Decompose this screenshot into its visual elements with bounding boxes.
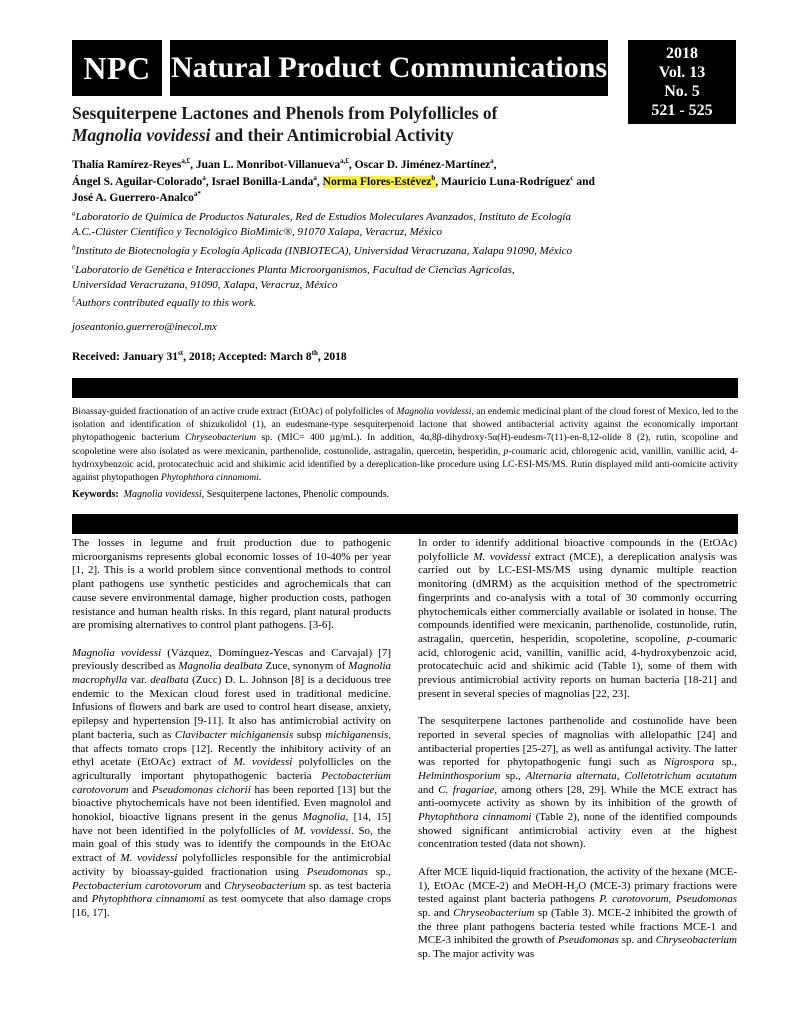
- italic-term: Chryseobacterium: [453, 906, 535, 919]
- paragraph-text: (Vázquez, Domínguez-Yescas and Carvajal) [7] previously described as: [72, 646, 391, 673]
- abstract-italic: Magnolia vovidessi: [396, 406, 472, 417]
- abstract-divider-bar: [72, 378, 738, 398]
- paragraph-text: polyfollicles responsible for the antimicrobial activity by bioassay-guided fractionation using: [72, 852, 391, 878]
- abstract-text: .: [258, 472, 262, 484]
- paragraph: [418, 537, 737, 701]
- paragraph-text: . So, the main goal of this study was to identify the compounds in the EtOAc extract of: [72, 824, 392, 865]
- abstract-italic: Phytophthora cinnamomi: [161, 472, 259, 484]
- paragraph-text: and: [201, 879, 225, 892]
- journal-logo-npc: [72, 40, 162, 96]
- author-superscript: b: [431, 173, 436, 182]
- body-right-column: [418, 537, 737, 975]
- paragraph-text: sp. as test bacteria and: [72, 879, 392, 906]
- italic-term: Alternaria alternata, Colletotrichum acutatum: [525, 769, 737, 782]
- italic-term: Pseudomonas: [557, 934, 619, 947]
- paragraph-text: The sesquiterpene lactones parthenolide and costunolide have been reported in several species of magnolias with allelopathic [24] and antibacterial properties [25-27], as well as antifungal activity. The latter was reported for phytopathogenic fungi such as: [418, 715, 737, 769]
- highlighted-author: [322, 173, 436, 188]
- italic-term: M. vovidessi: [293, 824, 351, 837]
- paragraph: [418, 866, 737, 962]
- abstract-text: -coumaric acid, chlorogenic acid, vanillin, vanillic acid, 4-hydroxybenzoic acid, protocatechuic acid and shikimic acid identified by a dereplication-like procedure using LC-ESI-MS/MS. Rutin displayed mild anti-oomicite activity against phytopathogen: [72, 445, 738, 484]
- italic-term: Chryseobacterium: [655, 934, 737, 947]
- paragraph-text: extract (MCE), a dereplication analysis was carried out by LC-ESI-MS/MS using dynamic multiple reaction monitoring (dMRM) as the acquisition method of the spectrometric fingerprints and co-analysis with a total of 30 commonly occurring phytochemicals either commercially available or isolated in house. The compounds identified were mexicanin, parthenolide, costunolide, rutin, astragalin, quercetin, hesperidin, scopoletine, scopoline,: [418, 550, 737, 645]
- paragraph-text: In order to identify additional bioactive compounds in the (EtOAc) polyfollicle: [418, 537, 737, 563]
- paragraph-text: and: [128, 783, 152, 796]
- italic-term: P. carotovorum, Pseudomonas: [599, 893, 738, 906]
- author-name: , Oscar D. Jiménez-Martínez: [348, 159, 491, 171]
- author-superscript: a*: [193, 190, 201, 199]
- paragraph-text: (Zucc) D. L. Johnson [8] is a deciduous tree endemic to the Mexican cloud forest used in traditional medicine. Infusions of flowers and bark are used to control heart disease, anxiety, epilepsy and hypertension [9-11]. It also has antimicrobial activity on plant bacteria, such as: [72, 674, 391, 741]
- date-superscript: th: [311, 349, 318, 358]
- author-name: , Mauricio Luna-Rodríguez: [435, 175, 571, 188]
- paragraph-text: and: [418, 783, 439, 796]
- title-line1: Sesquiterpene Lactones and Phenols from Polyfollicles of: [72, 103, 498, 123]
- journal-name-banner: [170, 40, 608, 96]
- italic-term: C. fragariae: [438, 783, 495, 796]
- italic-term: Magnolia dealbata: [178, 660, 263, 673]
- highlighted-author-name: Norma Flores-Estévez: [322, 175, 432, 188]
- body-divider-bar: [72, 514, 738, 534]
- paragraph: [72, 537, 391, 633]
- affiliation-a: [72, 210, 752, 240]
- paragraph-text: , [14, 15] have not been identified in the polyfollicles of: [72, 811, 391, 837]
- italic-term: Magnolia macrophylla: [72, 660, 391, 687]
- received-text: Received: January 31: [72, 351, 179, 363]
- email-address[interactable]: joseantonio.guerrero@inecol.mx: [72, 321, 217, 333]
- paragraph: [418, 715, 737, 852]
- italic-term: M. vovidessi: [120, 852, 178, 865]
- affiliation-b: [72, 244, 752, 259]
- paragraph-text: , that affects tomato crops [12]. Recently the inhibitory activity of an ethyl acetate (EtOAc) extract of: [72, 728, 391, 769]
- paragraph-text: After MCE liquid-liquid fractionation, the activity of the hexane (MCE-1), EtOAc (MCE-2) and MeOH-H: [418, 865, 737, 892]
- author-name: , Israel Bonilla-Landa: [205, 175, 314, 188]
- author-name: Ángel S. Aguilar-Colorado: [72, 175, 203, 188]
- author-name: José A. Guerrero-Analco: [72, 192, 194, 204]
- issue-pages: 521 - 525: [651, 102, 713, 119]
- abstract-text: Bioassay-guided fractionation of an active crude extract (EtOAc) of polyfollicles of: [72, 406, 397, 417]
- author-superscript: a: [202, 173, 206, 182]
- abstract-text: , an endemic medicinal plant of the cloud forest of Mexico, led to the isolation and identification of shizukolidol (1), an eudesmane-type sesquiterpenoid lactone that showed antibacterial activity against the economically important phytopathogenic bacterium: [72, 406, 739, 444]
- affiliation-text: Laboratorio de Química de Productos Naturales, Red de Estudios Moleculares Avanzados, Instituto de Ecología: [75, 211, 571, 223]
- author-superscript: a,£: [340, 157, 349, 166]
- keyword-italic: Magnolia vovidessi: [123, 489, 202, 500]
- equal-contribution-note: [72, 297, 256, 309]
- abstract-text: sp. (MIC= 400 µg/mL). In addition, 4α,8β-dihydroxy-5α(H)-eudesm-7(11)-en-8,12-olide 8 (2), rutin, scopoline and scopoletine were also isolated as were mexicanin, parthenolide, costunolide, astragalin, quercetin, hesperidin,: [72, 432, 738, 457]
- title-line2: and their Antimicrobial Activity: [210, 125, 454, 145]
- paragraph-text: The losses in legume and fruit production due to pathogenic microorganisms represents global economic losses of 10-40% per year [1, 2]. This is a world problem since conventional methods to control plant pathogens use synthetic pesticides and agrochemicals that can cause severe environmental damage, higher production costs, pathogen resistance and human health risks. In this regard, plant natural products are promising alternatives to control plant pathogens. [3-6].: [72, 537, 391, 632]
- italic-term: Pectobacterium carotovorum: [72, 769, 391, 796]
- issue-info-box: [628, 40, 736, 124]
- affiliation-marker: c: [72, 262, 76, 271]
- affiliation-text: Universidad Veracruzana, 91090, Xalapa, Veracruz, México: [72, 279, 338, 291]
- paragraph-text: var.: [127, 674, 151, 687]
- author-separator: ,: [316, 175, 323, 188]
- npc-text: NPC: [83, 49, 151, 86]
- equal-contribution-text: Authors contributed equally to this work.: [75, 297, 257, 309]
- italic-term: Magnolia vovidessi: [72, 646, 162, 659]
- keywords-text: , Sesquiterpene lactones, Phenolic compounds.: [201, 489, 390, 500]
- paragraph-text: sp (Table 3). MCE-2 inhibited the growth of the three plant pathogens bacteria tested while fractions MCE-1 and MCE-3 inhibited the growth of: [418, 906, 737, 947]
- year-text: , 2018: [317, 351, 347, 363]
- paragraph-text: subsp: [293, 728, 326, 741]
- paragraph: [72, 647, 391, 921]
- author-superscript: c: [570, 173, 574, 182]
- author-superscript: a: [490, 157, 494, 166]
- affiliations: [72, 210, 752, 297]
- author-separator: and: [573, 175, 595, 188]
- paragraph-text: sp. and: [418, 906, 454, 919]
- italic-term: Pseudomonas: [306, 865, 368, 878]
- journal-name: Natural Product Communications: [170, 51, 608, 84]
- paragraph-text: (Table 2), none of the identified compounds showed significant antimicrobial activity even at the highest concentration tested (data not shown).: [418, 811, 737, 851]
- paragraph-text: sp.,: [367, 865, 392, 878]
- author-name: , Juan L. Monribot-Villanueva: [190, 159, 341, 171]
- paragraph-text: sp. The major activity was: [418, 948, 535, 961]
- keywords: [72, 489, 738, 500]
- corresponding-email[interactable]: [72, 321, 217, 333]
- italic-term: Clavibacter michiganensis: [174, 728, 294, 741]
- accepted-text: , 2018; Accepted: March 8: [183, 351, 312, 363]
- subscript: 2: [574, 885, 579, 894]
- italic-term: Pectobacterium carotovorum: [72, 879, 202, 892]
- received-accepted-dates: [72, 351, 347, 363]
- keywords-label: Keywords:: [72, 489, 119, 500]
- italic-term: Phytophthora cinnamomi: [418, 811, 532, 824]
- equal-contribution-marker: £: [72, 295, 76, 304]
- italic-term: dealbata: [150, 674, 189, 687]
- affiliation-marker: a: [72, 209, 76, 218]
- affiliation-c: [72, 263, 752, 293]
- paragraph-text: Zuce, synonym of: [262, 660, 349, 673]
- paragraph-text: sp.,: [500, 769, 526, 782]
- italic-term: p: [686, 632, 693, 645]
- author-separator: ,: [493, 159, 497, 171]
- paragraph-text: , among others [28, 29]. While the MCE extract has anti-oomycete activity as shown by its inhibition of the growth of: [418, 783, 737, 810]
- body-left-column: [72, 537, 391, 934]
- abstract-italic: p: [503, 445, 509, 457]
- date-superscript: st: [178, 349, 184, 358]
- paragraph-text: polyfollicles on the agriculturally important phytopathogenic bacteria: [72, 756, 392, 782]
- paragraph-text: O (MCE-3) primary fractions were tested against plant bacteria pathogens: [418, 879, 737, 906]
- issue-number: No. 5: [664, 83, 700, 100]
- affiliation-text: Laboratorio de Genética e Interacciones Planta Microorganismos, Facultad de Ciencias Agrícolas,: [75, 264, 515, 276]
- paragraph-text: as test oomycete that also damage crops [16, 17].: [72, 893, 391, 919]
- paragraph-text: has been reported [13] but the bioactive phytochemicals have not been identified. Even magnolol and honokiol, bioactive lignans present in the genus: [72, 783, 391, 824]
- italic-term: Pseudomonas cichorii: [151, 783, 251, 796]
- italic-term: Nigrospora: [663, 756, 715, 769]
- author-superscript: a,£: [181, 157, 191, 166]
- abstract: [72, 405, 738, 484]
- italic-term: Phytophthora cinnamomi: [91, 893, 205, 906]
- author-name: Thalía Ramírez-Reyes: [72, 159, 182, 171]
- article-title: [72, 102, 612, 146]
- italic-term: michiganensis: [325, 728, 389, 741]
- paragraph-text: sp.,: [714, 756, 737, 769]
- affiliation-text: Instituto de Biotecnología y Ecología Aplicada (INBIOTECA), Universidad Veracruzana, Xalapa 91090, México: [75, 245, 573, 257]
- italic-term: M. vovidessi: [473, 550, 531, 563]
- abstract-italic: Chryseobacterium: [185, 432, 257, 444]
- italic-term: Chryseobacterium: [224, 879, 306, 892]
- issue-year: 2018: [666, 45, 698, 62]
- italic-term: Magnolia: [302, 811, 346, 824]
- paragraph-text: -coumaric acid, chlorogenic acid, vanillin, vanillic acid, 4-hydroxybenzoic acid, protocatechuic acid and shikimic acid (Table 1), some of them with previous antimicrobial activity reports on human bacteria [18-21] and present in several species of magnolias [22, 23].: [418, 632, 737, 700]
- affiliation-marker: b: [72, 243, 76, 252]
- author-list: [72, 157, 692, 207]
- author-superscript: a: [313, 173, 317, 182]
- affiliation-text: A.C.-Clúster Científico y Tecnológico BioMimic®, 91070 Xalapa, Veracruz, México: [72, 226, 442, 238]
- title-species: Magnolia vovidessi: [72, 125, 211, 145]
- italic-term: M. vovidessi: [233, 756, 293, 769]
- paragraph-text: sp. and: [618, 934, 656, 947]
- issue-volume: Vol. 13: [658, 64, 706, 81]
- italic-term: Helminthosporium: [418, 769, 501, 782]
